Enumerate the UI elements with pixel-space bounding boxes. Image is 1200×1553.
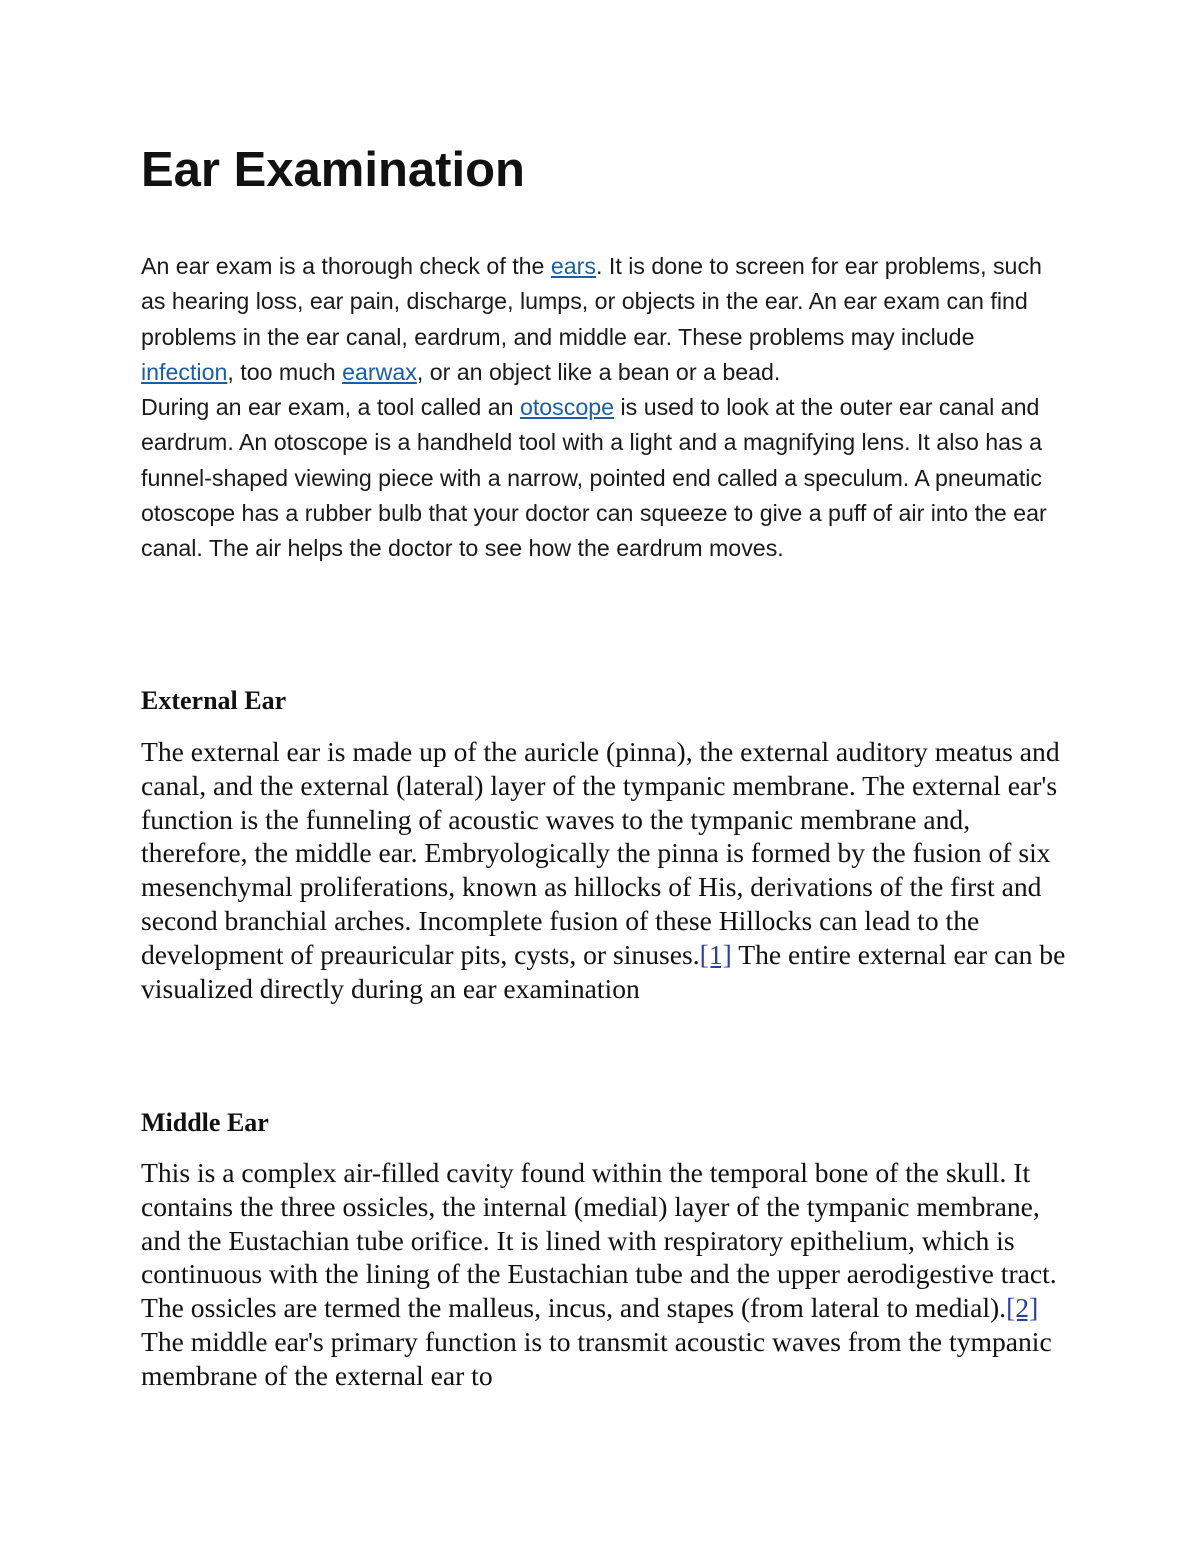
intro-text: , or an object like a bean or a bead. [416, 358, 781, 385]
reference-2-link[interactable]: [2] [1006, 1292, 1039, 1324]
intro-text: . It is done to screen for ear problems, such as hearing loss, ear pain, discharge, lumps, or objects in the ear. An ear exam can find problems in the ear canal, eardrum, and middle ear. These problems may include [141, 253, 1042, 350]
otoscope-link[interactable]: otoscope [519, 394, 615, 421]
external-ear-text: The external ear is made up of the auricle (pinna), the external auditory meatus and canal, and the external (lateral) layer of the tympanic membrane. The external ear's function is the funneling of acoustic waves to the tympanic membrane and, therefore, the middle ear. Embryologically the pinna is formed by the fusion of six mesenchymal proliferations, known as hillocks of His, derivations of the first and second branchial arches. Incomplete fusion of these Hillocks can lead to the development of preauricular pits, cysts, or sinuses. [141, 736, 1060, 970]
intro-text: is used to look at the outer ear canal and eardrum. An otoscope is a handheld tool with a light and a magnifying lens. It also has a funnel-shaped viewing piece with a narrow, pointed end called a speculum. A pneumatic otoscope has a rubber bulb that your doctor can squeeze to give a puff of air into the ear canal. The air helps the doctor to see how the eardrum moves. [141, 394, 1047, 562]
reference-1-link[interactable]: [1] [699, 938, 732, 970]
middle-ear-text: The middle ear's primary function is to transmit acoustic waves from the tympanic membrane of the external ear to [141, 1325, 1052, 1391]
middle-ear-paragraph [141, 1156, 1071, 1393]
infection-link[interactable]: infection [141, 358, 228, 385]
middle-ear-heading: Middle Ear [141, 1108, 269, 1137]
ears-link[interactable]: ears [550, 253, 596, 279]
intro-text: , too much [227, 358, 343, 385]
intro-text: An ear exam is a thorough check of the [141, 253, 551, 279]
intro-paragraph-1 [141, 249, 1071, 390]
intro-paragraph-2 [141, 390, 1071, 566]
external-ear-paragraph [141, 735, 1071, 1005]
intro-section [141, 249, 1071, 567]
earwax-link[interactable]: earwax [342, 358, 417, 385]
page-title: Ear Examination [141, 143, 525, 197]
external-ear-text: The entire external ear can be visualized directly during an ear examination [141, 938, 1066, 1004]
external-ear-heading: External Ear [141, 686, 287, 715]
intro-text: During an ear exam, a tool called an [141, 394, 520, 421]
middle-ear-text: This is a complex air-filled cavity found within the temporal bone of the skull. It contains the three ossicles, the internal (medial) layer of the tympanic membrane, and the Eustachian tube orifice. It is lined with respiratory epithelium, which is continuous with the lining of the Eustachian tube and the upper aerodigestive tract. The ossicles are termed the malleus, incus, and stapes (from lateral to medial). [141, 1157, 1057, 1324]
